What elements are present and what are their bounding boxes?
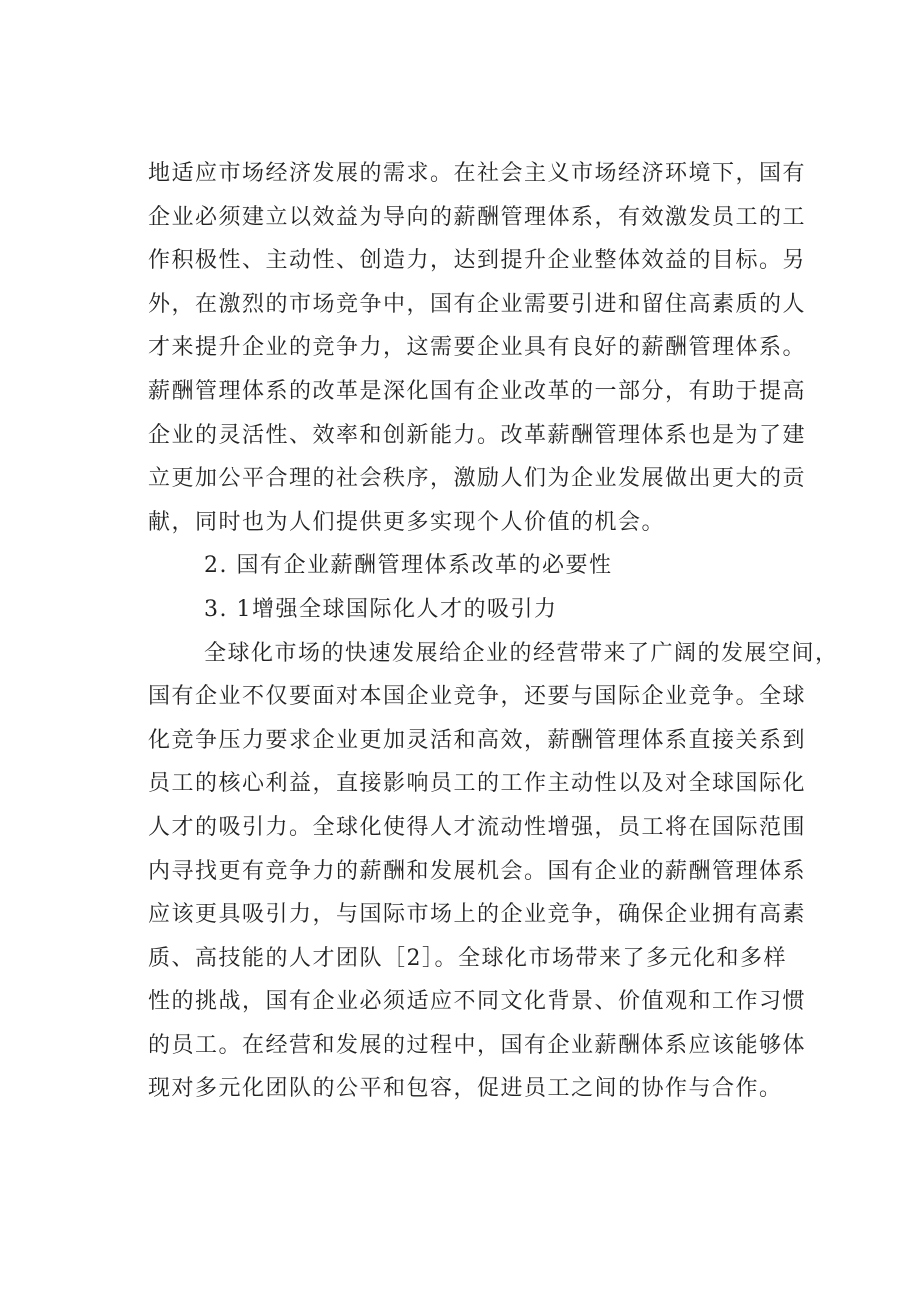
text-line: 企业的灵活性、效率和创新能力。改革薪酬管理体系也是为了建 (148, 422, 807, 448)
text-line: 内寻找更有竞争力的薪酬和发展机会。国有企业的薪酬管理体系 (148, 858, 807, 884)
text-line: 国有企业不仅要面对本国企业竞争，还要与国际企业竞争。全球 (148, 684, 807, 710)
text-line: 现对多元化团队的公平和包容，促进员工之间的协作与合作。 (148, 1076, 783, 1102)
text-line: 立更加公平合理的社会秩序，激励人们为企业发展做出更大的贡 (148, 466, 807, 492)
text-line: 才来提升企业的竞争力，这需要企业具有良好的薪酬管理体系。 (148, 335, 807, 361)
text-line: 外，在激烈的市场竞争中，国有企业需要引进和留住高素质的人 (148, 291, 807, 317)
document-body (148, 152, 839, 1111)
text-line: 性的挑战，国有企业必须适应不同文化背景、价值观和工作习惯 (148, 989, 807, 1015)
text-line: 作积极性、主动性、创造力，达到提升企业整体效益的目标。另 (148, 248, 807, 274)
text-line: 质、高技能的人才团队［2］。全球化市场带来了多元化和多样 (148, 945, 787, 971)
text-line: 化竞争压力要求企业更加灵活和高效，薪酬管理体系直接关系到 (148, 727, 807, 753)
text-line: 员工的核心利益，直接影响员工的工作主动性以及对全球国际化 (148, 771, 807, 797)
text-line: 企业必须建立以效益为导向的薪酬管理体系，有效激发员工的工 (148, 204, 807, 230)
text-line: 的员工。在经营和发展的过程中，国有企业薪酬体系应该能够体 (148, 1032, 807, 1058)
text-line: 薪酬管理体系的改革是深化国有企业改革的一部分，有助于提高 (148, 378, 807, 404)
paragraph-globalization (148, 632, 839, 1112)
text-line: 全球化市场的快速发展给企业的经营带来了广阔的发展空间， (204, 640, 839, 666)
section-heading-2: 2. 国有企业薪酬管理体系改革的必要性 (204, 553, 613, 579)
text-line: 献，同时也为人们提供更多实现个人价值的机会。 (148, 509, 666, 535)
section-heading-3-1: 3. 1增强全球国际化人才的吸引力 (204, 596, 558, 622)
text-line: 地适应市场经济发展的需求。在社会主义市场经济环境下，国有 (148, 161, 807, 186)
text-line: 应该更具吸引力，与国际市场上的企业竞争，确保企业拥有高素 (148, 902, 807, 928)
text-line: 人才的吸引力。全球化使得人才流动性增强，员工将在国际范围 (148, 814, 807, 840)
paragraph-market-economy (148, 152, 807, 544)
